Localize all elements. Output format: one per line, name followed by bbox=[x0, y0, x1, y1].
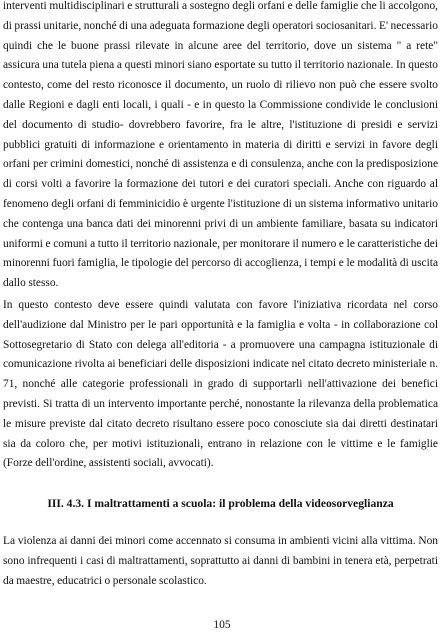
body-paragraph-2: In questo contesto deve essere quindi valutata con favore l'iniziativa ricordata nel corso dell'audizione dal Ministro per le pari opportunità e la famiglia e volta - in collaborazione col Sottosegretario di Stato con delega all'editoria - a promuovere una campagna istituzionale di comunicazione rivolta ai beneficiari delle disposizioni indicate nel citato decreto ministeriale n. 71, nonché alle categorie professionali in grado di supportarli nell'attivazione dei benefici previsti. Si tratta di un intervento importante perché, nonostante la rilevanza della problematica le misure previste dal citato decreto risultano essere poco conosciute sia dai diretti destinatari sia da coloro che, per motivi istituzionali, entrano in relazione con le vittime e le famiglie (Forze dell'ordine, assistenti sociali, avvocati). bbox=[3, 298, 438, 470]
body-paragraph-3: La violenza ai danni dei minori come accennato si consuma in ambienti vicini alla vittima. Non sono infrequenti i casi di maltrattamenti, soprattutto ai danni di bambini in tenera età, perpetrati da maestre, educatrici o personale scolastico. bbox=[3, 535, 438, 587]
page-number: 105 bbox=[213, 619, 231, 631]
body-paragraph-1: interventi multidisciplinari e strutturali a sostegno degli orfani e delle famiglie che li accolgono, di prassi unitarie, nonché di una adeguata formazione degli operatori sociosanitari. E' necessario quindi che le buone prassi rilevate in alcune aree del territorio, dove un sistema " a rete" assicura una tutela piena a questi minori siano esportate su tutto il territorio nazionale. In questo contesto, come del resto riconosce il documento, un ruolo di rilievo non può che essere svolto dalle Regioni e dagli enti locali, i quali - e in questo la Commissione condivide le conclusioni del documento di studio- dovrebbero favorire, fra le altre, l'istituzione di presidi e servizi pubblici gratuiti di informazione e orientamento in materia di diritti e servizi in favore degli orfani per crimini domestici, nonché di assistenza e di consulenza, anche con la predisposizione di corsi volti a favorire la formazione dei tutori e dei curatori speciali. Anche con riguardo al fenomeno degli orfani di femminicidio è urgente l'istituzione di un sistema informativo unitario che contenga una banca dati dei minorenni privi di un ambiente familiare, basata su indicatori uniformi e comuni a tutto il territorio nazionale, per monitorare il numero e le caratteristiche dei minorenni fuori famiglia, le tipologie del percorso di accoglienza, i tempi e le modalità di uscita dallo stesso. bbox=[3, 0, 438, 290]
section-heading: III. 4.3. I maltrattamenti a scuola: il problema della videosorveglianza bbox=[47, 497, 394, 511]
